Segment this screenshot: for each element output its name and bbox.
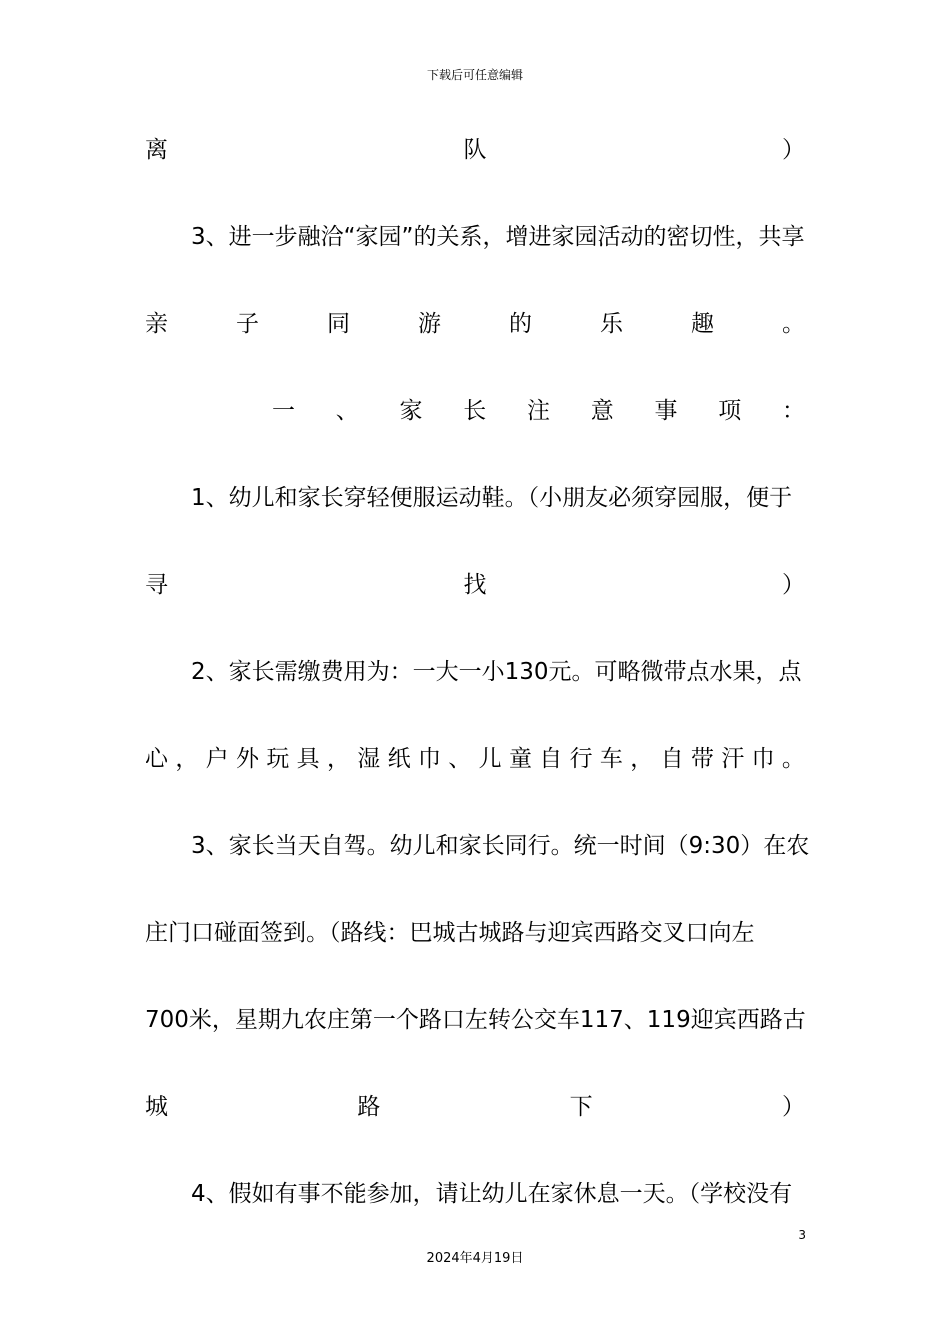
glyph: 自 [539, 746, 563, 772]
line-12 [145, 1090, 805, 1124]
glyph: 项 [718, 398, 742, 424]
glyph: 意 [590, 398, 614, 424]
page-header: 下载后可任意编辑 [426, 68, 523, 82]
glyph: 户 [205, 746, 229, 772]
line-7: 2、家长需缴费用为：一大一小130元。可略微带点水果，点 [191, 659, 802, 685]
glyph: 心 [145, 746, 168, 772]
glyph: 路 [357, 1094, 381, 1120]
glyph: 巾 [751, 746, 775, 772]
glyph: 一 [272, 398, 295, 424]
glyph: 子 [236, 311, 259, 337]
glyph: 车 [599, 746, 623, 772]
glyph: 具 [296, 746, 320, 772]
glyph: 行 [569, 746, 593, 772]
line-3 [145, 307, 805, 341]
glyph: 长 [463, 398, 487, 424]
glyph: ， [175, 746, 199, 772]
line-9: 3、家长当天自驾。幼儿和家长同行。统一时间（9:30）在农 [191, 833, 810, 859]
glyph: 带 [690, 746, 714, 772]
glyph: 队 [463, 137, 487, 163]
glyph: 家 [399, 398, 423, 424]
glyph: 童 [508, 746, 532, 772]
line-13: 4、假如有事不能参加，请让幼儿在家休息一天。（学校没有 [191, 1181, 793, 1207]
line-8 [145, 742, 805, 776]
glyph: 儿 [478, 746, 502, 772]
line-1 [145, 133, 805, 167]
glyph: 城 [145, 1094, 168, 1120]
glyph: 乐 [600, 311, 623, 337]
glyph: 事 [654, 398, 678, 424]
glyph: 的 [509, 311, 532, 337]
line-10: 庄门口碰面签到。（路线：巴城古城路与迎宾西路交叉口向左 [145, 920, 755, 946]
glyph: 外 [235, 746, 259, 772]
glyph: 、 [335, 398, 359, 424]
glyph: ： [782, 398, 805, 424]
page-footer-date: 2024年4月19日 [426, 1251, 524, 1266]
page-number: 3 [798, 1228, 806, 1242]
glyph: 趣 [691, 311, 714, 337]
glyph: ） [782, 572, 805, 598]
line-6 [145, 568, 805, 602]
glyph: ） [781, 1094, 805, 1120]
glyph: 巾 [417, 746, 441, 772]
glyph: 。 [782, 311, 805, 337]
glyph: 汗 [721, 746, 745, 772]
glyph: 纸 [387, 746, 411, 772]
glyph: 游 [418, 311, 441, 337]
glyph: ） [782, 137, 805, 163]
glyph: 注 [527, 398, 550, 424]
line-2: 3、进一步融洽“家园”的关系，增进家园活动的密切性，共享 [191, 224, 805, 250]
glyph: 、 [448, 746, 472, 772]
line-5: 1、幼儿和家长穿轻便服运动鞋。（小朋友必须穿园服，便于 [191, 485, 793, 511]
glyph: ， [630, 746, 654, 772]
glyph: 湿 [357, 746, 381, 772]
glyph: 离 [145, 137, 168, 163]
glyph: 同 [327, 311, 350, 337]
glyph: 玩 [266, 746, 290, 772]
glyph: ， [326, 746, 350, 772]
glyph: 下 [569, 1094, 593, 1120]
glyph: 。 [781, 746, 805, 772]
glyph: 亲 [145, 311, 168, 337]
line-11: 700米，星期九农庄第一个路口左转公交车117、119迎宾西路古 [145, 1007, 806, 1033]
section-heading-parent-notes [145, 394, 805, 428]
glyph: 自 [660, 746, 684, 772]
glyph: 寻 [145, 572, 168, 598]
glyph: 找 [463, 572, 487, 598]
